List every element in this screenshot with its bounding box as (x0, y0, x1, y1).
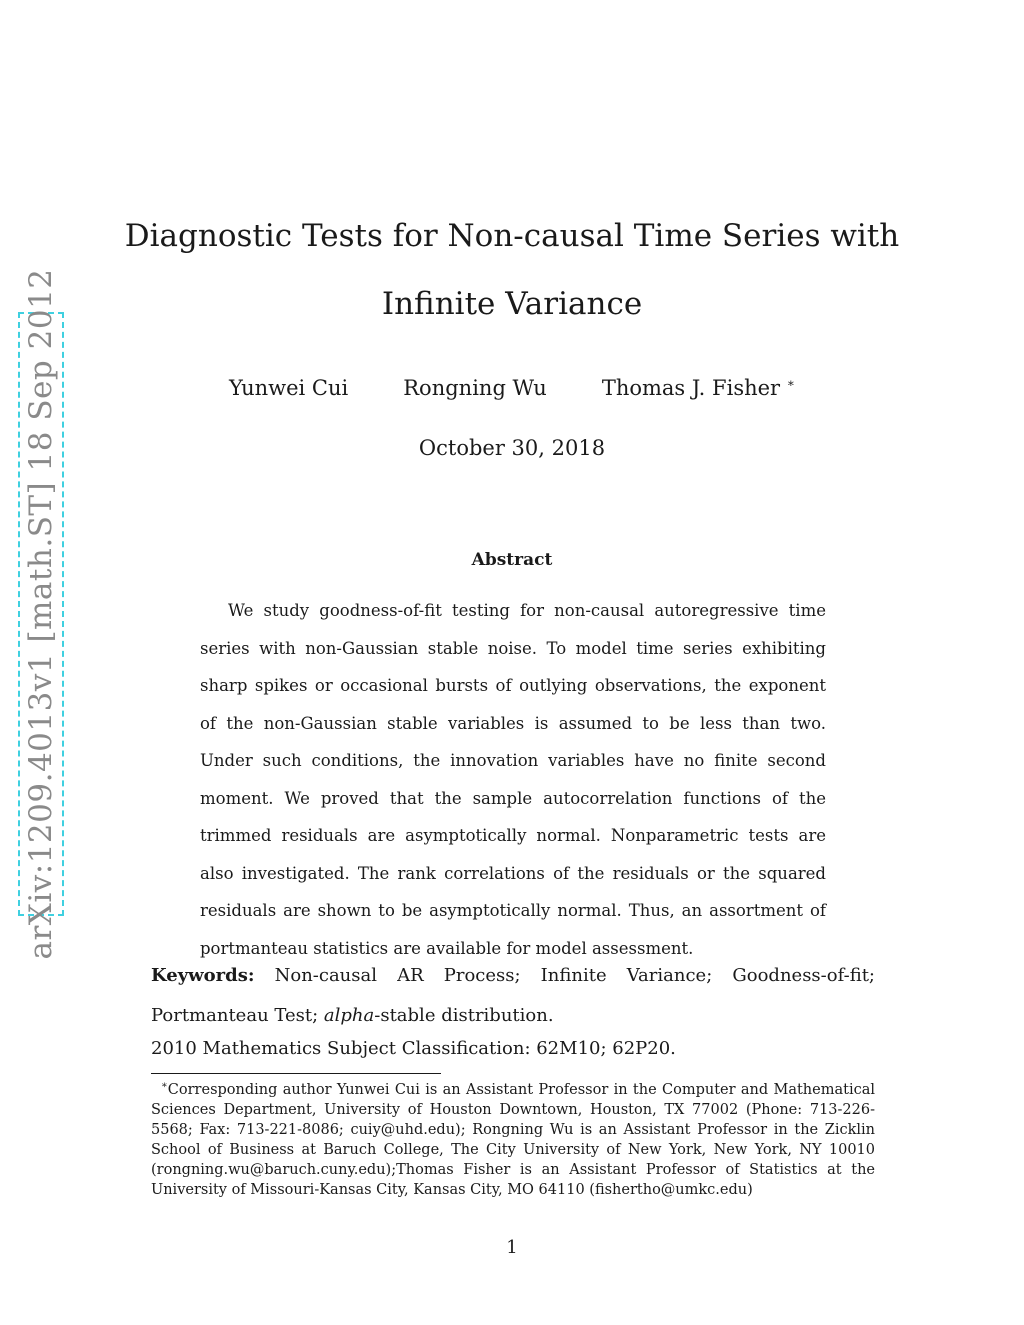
author-footnote-mark: ∗ (786, 376, 795, 390)
keywords-label: Keywords: (151, 965, 255, 986)
author-name: Thomas J. Fisher (601, 376, 781, 400)
keywords (151, 956, 875, 1036)
footnote-text: Corresponding author Yunwei Cui is an Assistant Professor in the Computer and Mathematical Sciences Department, University of Houston Downtown, Houston, TX 77002 (Phone: 713-226-5568; Fax: 713-221-8086; cuiy@uhd.edu); Rongning Wu is an Assistant Professor in the Zicklin School of Business at Baruch College, The City University of New York, New York, NY 10010 (rongning.wu@baruch.cuny.edu);Thomas Fisher is an Assistant Professor of Statistics at the University of Missouri-Kansas City, Kansas City, MO 64110 (fishertho@umkc.edu) (151, 1081, 875, 1198)
author-name: Rongning Wu (403, 376, 547, 400)
author-list (0, 376, 1024, 400)
title-line-2: Infinite Variance (381, 286, 643, 322)
date: October 30, 2018 (418, 436, 606, 460)
msc-classification: 2010 Mathematics Subject Classification: 62M10; 62P20. (151, 1038, 676, 1059)
page-number: 1 (506, 1237, 518, 1258)
author-name: Yunwei Cui (229, 376, 349, 400)
keywords-text: Non-causal AR Process; Infinite Variance; Goodness-of-fit; Portmanteau Test; (151, 965, 875, 1026)
keywords-italic: alpha (323, 1005, 375, 1026)
keywords-tail: -stable distribution. (374, 1005, 554, 1026)
arxiv-stamp: arXiv:1209.4013v1 [math.ST] 18 Sep 2012 (23, 268, 59, 960)
abstract-body: We study goodness-of-fit testing for non-causal autoregressive time series with non-Gaussian stable noise. To model time series exhibiting sharp spikes or occasional bursts of outlying observations, the exponent of the non-Gaussian stable variables is assumed to be less than two. Under such conditions, the innovation variables have no finite second moment. We proved that the sample autocorrelation functions of the trimmed residuals are asymptotically normal. Nonparametric tests are also investigated. The rank correlations of the residuals or the squared residuals are shown to be asymptotically normal. Thus, an assortment of portmanteau statistics are available for model assessment. (200, 601, 826, 958)
abstract-heading: Abstract (471, 550, 553, 570)
footnote-mark: ∗ (161, 1080, 168, 1091)
footnote-rule (151, 1073, 441, 1074)
footnote (151, 1076, 875, 1200)
title-line-1: Diagnostic Tests for Non-causal Time Series with (124, 218, 900, 254)
